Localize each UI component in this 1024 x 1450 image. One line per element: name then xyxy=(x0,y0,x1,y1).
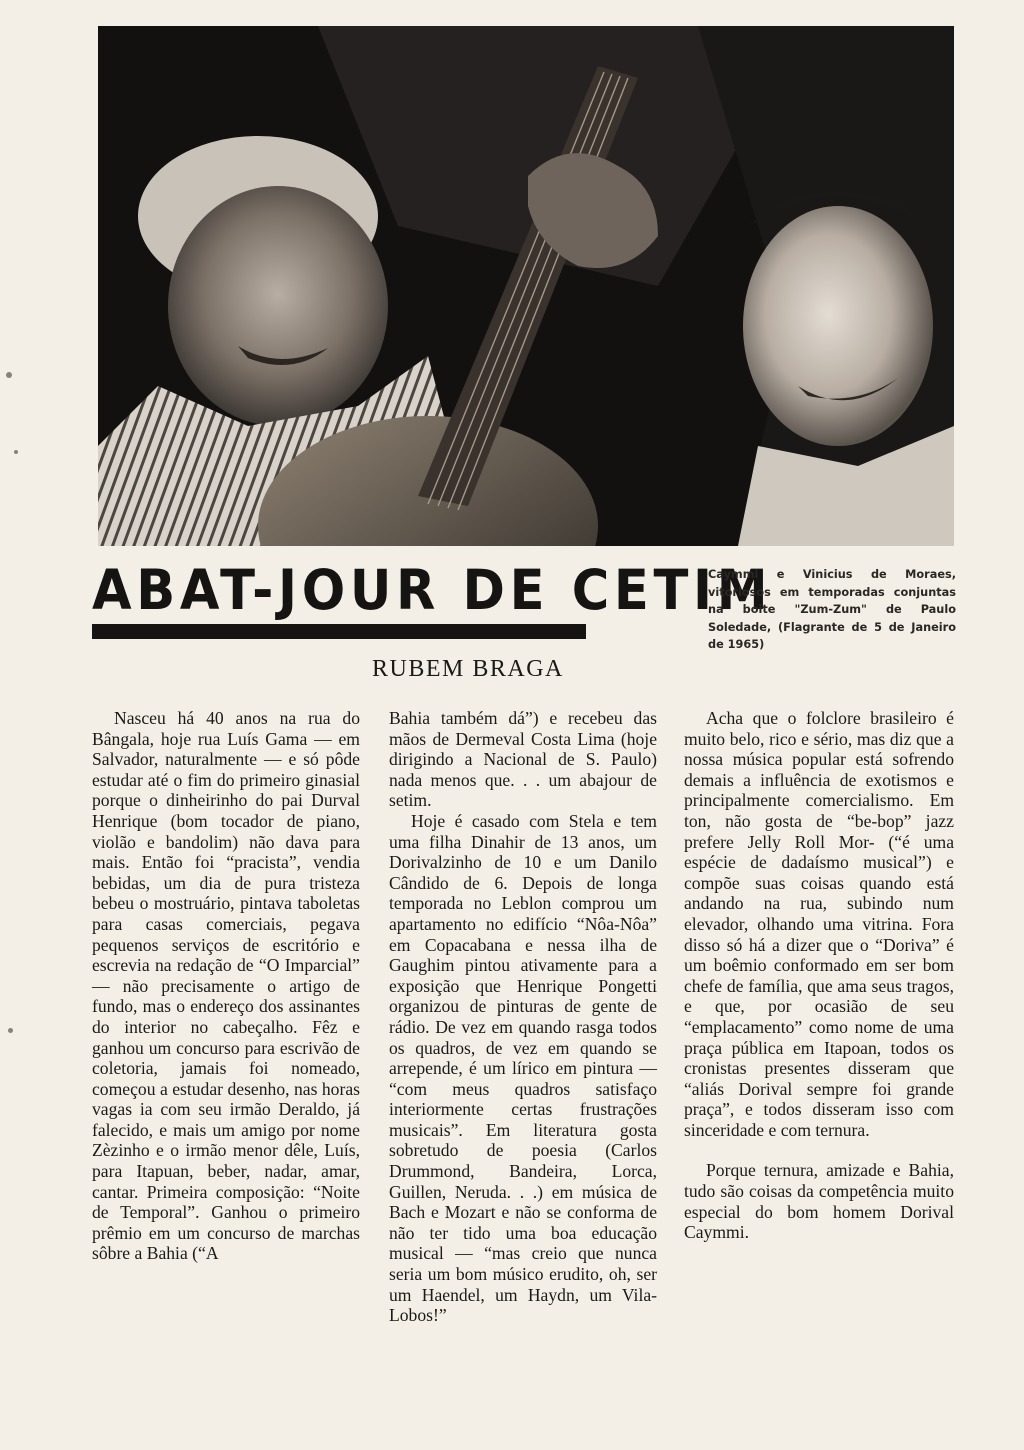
paragraph: Hoje é casado com Stela e tem uma filha Dinahir de 13 anos, um Dorivalzinho de 10 e um Danilo Cândido de 6. Depois de longa temporada no Leblon comprou um apartamento no edifício “Nôa-Nôa” em Copacabana e nessa ilha de Gaughim pintou ativamente para a exposição que Henrique Pongetti organizou de pinturas de gente de rádio. De vez em quando rasga todos os quadros, de vez em quando se arrepende, é um lírico em pintura — “com meus quadros satisfaço interiormente certas frustrações musicais”. Em literatura gosta sobretudo de poesia (Carlos Drummond, Bandeira, Lorca, Guillen, Neruda. . .) em música de Bach e Mozart e não se conforma de não ter tido uma boa educação musical — “mas creio que nunca seria um bom músico erudito, oh, ser um Haendel, um Haydn, um Vila-Lobos!” xyxy=(389,810,657,1326)
paragraph: Bahia também dá”) e recebeu das mãos de Dermeval Costa Lima (hoje dirigindo a Nacional de S. Paulo) nada menos que. . . um abajour de setim. xyxy=(389,708,657,811)
text-column-2 xyxy=(389,708,657,1326)
paper-speck xyxy=(6,372,12,378)
author-byline: RUBEM BRAGA xyxy=(372,656,564,682)
paper-speck xyxy=(14,450,18,454)
photograph-two-men-guitar-icon xyxy=(98,26,954,546)
paper-speck xyxy=(8,1028,13,1033)
photo-caption: Caymmi e Vinicius de Moraes, vitoriosos em temporadas conjuntas na boite "Zum-Zum" de Paulo Soledade, (Flagrante de 5 de Janeiro de 1965) xyxy=(708,568,956,651)
article-headline: ABAT-JOUR DE CETIM xyxy=(92,558,773,622)
paragraph: Acha que o folclore brasileiro é muito belo, rico e sério, mas diz que a nossa música popular está sofrendo demais a influência de exotismos e principalmente comercialismo. Em ton, não gosta de “be-bop” jazz prefere Jelly Roll Mor- (“é uma espécie de dadaísmo musical”) e compõe suas coisas quando está andando na rua, subindo num elevador, olhando uma vitrina. Fora disso só há a dizer que o “Doriva” é um boêmio conformado em ser bom chefe de família, que ama seus tragos, e que, por ocasião de seu “emplacamento” como nome de uma praça pública em Itapoan, todos os cronistas presentes disseram que “aliás Dorival sempre foi grande praça”, e todos disseram isso com sinceridade e com ternura. xyxy=(684,708,954,1140)
text-column-3 xyxy=(684,708,954,1243)
headline-rule xyxy=(92,624,586,639)
paragraph: Nasceu há 40 anos na rua do Bângala, hoje rua Luís Gama — em Salvador, naturalmente — e só pôde estudar até o fim do primeiro ginasial porque o dinheirinho do pai Durval Henrique (bom tocador de piano, violão e bandolim) não dava para mais. Então foi “pracista”, vendia bebidas, um dia de pura tristeza bebeu o mostruário, pintava taboletas para casas comerciais, pegava pequenos serviços de escritório e escrevia na redação de “O Imparcial” — não precisamente o artigo de fundo, mas o endereço dos assinantes do interior no cabeçalho. Fêz e ganhou um concurso para escrivão de coletoria, jamais foi nomeado, começou a estudar desenho, nas horas vagas ia com seu irmão Deraldo, já falecido, e mais um amigo por nome Zèzinho e o irmão menor dêle, Luís, para Itapuan, beber, nadar, amar, cantar. Primeira composição: “Noite de Temporal”. Ganhou o primeiro prêmio em um concurso de marchas sôbre a Bahia (“A xyxy=(92,708,360,1264)
text-column-1 xyxy=(92,708,360,1264)
photograph xyxy=(98,26,954,546)
paragraph: Porque ternura, amizade e Bahia, tudo são coisas da competência muito especial do bom homem Dorival Caymmi. xyxy=(684,1160,954,1243)
